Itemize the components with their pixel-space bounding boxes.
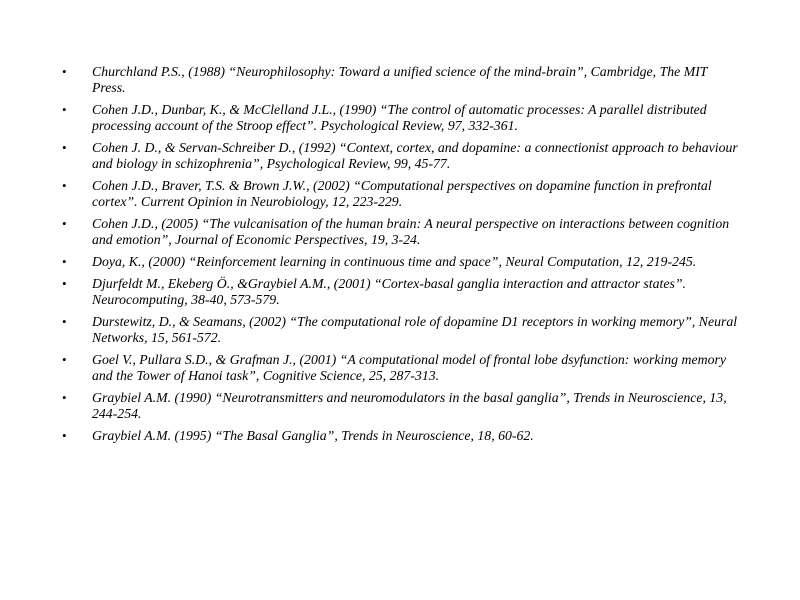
reference-item — [62, 102, 742, 134]
bullet-icon: • — [62, 254, 67, 269]
bullet-icon: • — [62, 216, 67, 231]
reference-text: Djurfeldt M., Ekeberg Ö., &Graybiel A.M., (2001) “Cortex-basal ganglia interaction and attractor states”. Neurocomputing, 38-40, 573-579. — [92, 276, 686, 307]
bullet-icon: • — [62, 178, 67, 193]
bullet-icon: • — [62, 428, 67, 443]
reference-item — [62, 178, 742, 210]
bullet-icon: • — [62, 276, 67, 291]
reference-item — [62, 254, 742, 270]
bullet-icon: • — [62, 64, 67, 79]
reference-text: Cohen J.D., Dunbar, K., & McClelland J.L., (1990) “The control of automatic processes: A parallel distributed processing account of the Stroop effect”. Psychological Review, 97, 332-361. — [92, 102, 707, 133]
reference-list — [62, 64, 742, 450]
reference-item — [62, 140, 742, 172]
reference-text: Cohen J. D., & Servan-Schreiber D., (1992) “Context, cortex, and dopamine: a connectionist approach to behaviour and biology in schizophrenia”, Psychological Review, 99, 45-77. — [92, 140, 738, 171]
reference-text: Graybiel A.M. (1990) “Neurotransmitters and neuromodulators in the basal ganglia”, Trends in Neuroscience, 13, 244-254. — [92, 390, 727, 421]
reference-item — [62, 352, 742, 384]
bullet-icon: • — [62, 314, 67, 329]
reference-item — [62, 276, 742, 308]
reference-text: Cohen J.D., (2005) “The vulcanisation of the human brain: A neural perspective on interactions between cognition and emotion”, Journal of Economic Perspectives, 19, 3-24. — [92, 216, 730, 247]
reference-text: Graybiel A.M. (1995) “The Basal Ganglia”, Trends in Neuroscience, 18, 60-62. — [92, 428, 534, 443]
reference-text: Goel V., Pullara S.D., & Grafman J., (2001) “A computational model of frontal lobe dsyfunction: working memory and the Tower of Hanoi task”, Cognitive Science, 25, 287-313. — [92, 352, 726, 383]
reference-text: Doya, K., (2000) “Reinforcement learning in continuous time and space”, Neural Computation, 12, 219-245. — [92, 254, 697, 269]
bullet-icon: • — [62, 102, 67, 117]
bullet-icon: • — [62, 390, 67, 405]
reference-text: Churchland P.S., (1988) “Neurophilosophy: Toward a unified science of the mind-brain”, Cambridge, The MIT Press. — [92, 64, 708, 95]
reference-item — [62, 216, 742, 248]
reference-item — [62, 390, 742, 422]
bullet-icon: • — [62, 140, 67, 155]
reference-item — [62, 64, 742, 96]
bullet-icon: • — [62, 352, 67, 367]
reference-text: Cohen J.D., Braver, T.S. & Brown J.W., (2002) “Computational perspectives on dopamine function in prefrontal cortex”. Current Opinion in Neurobiology, 12, 223-229. — [92, 178, 712, 209]
reference-item — [62, 314, 742, 346]
reference-text: Durstewitz, D., & Seamans, (2002) “The computational role of dopamine D1 receptors in working memory”, Neural Networks, 15, 561-572. — [92, 314, 738, 345]
reference-item — [62, 428, 742, 444]
